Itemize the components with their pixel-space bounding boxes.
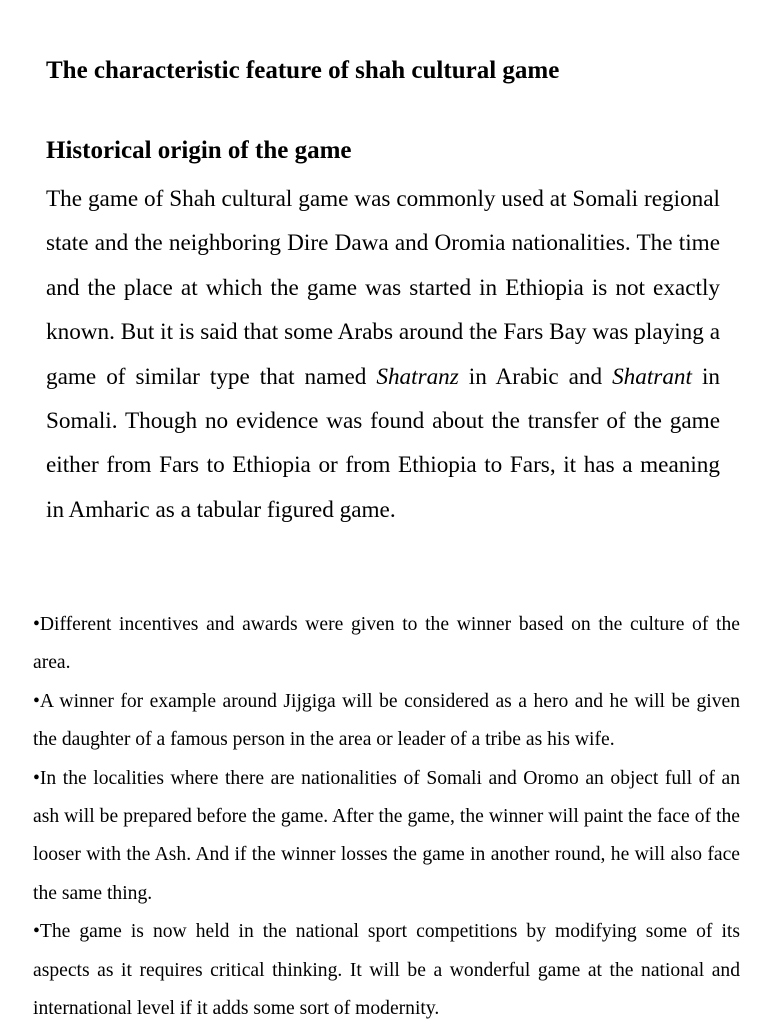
bullet-mark: •: [33, 921, 40, 943]
bullet-mark: •: [33, 767, 40, 789]
bullet-mark: •: [33, 690, 40, 712]
bullet-text: In the localities where there are nationalities of Somali and Oromo an object full of an ash will be prepared before the game. After the game, the winner will paint the face of the looser with the Ash. And if the winner losses the game in another round, he will also face the same thing.: [33, 767, 740, 904]
bullet-text: The game is now held in the national sport competitions by modifying some of its aspects as it requires critical thinking. It will be a wonderful game at the national and international level if it adds some sort of modernity.: [33, 921, 740, 1020]
bullet-list: [33, 606, 740, 1028]
bullet-item: [33, 760, 740, 914]
document-title: The characteristic feature of shah cultural game: [46, 57, 560, 84]
bullet-text: Different incentives and awards were given to the winner based on the culture of the area.: [33, 614, 740, 674]
bullet-text: A winner for example around Jijgiga will be considered as a hero and he will be given the daughter of a famous person in the area or leader of a tribe as his wife.: [33, 690, 740, 751]
paragraph-text-part-2: in Arabic and: [458, 363, 613, 390]
paragraph-text-part-3: in Somali. Though no evidence was found about the transfer of the game either from Fars to Ethiopia or from Ethiopia to Fars, it has a meaning in Amharic as a tabular figured game.: [46, 363, 720, 523]
historical-origin-paragraph: [46, 177, 720, 532]
bullet-item: [33, 606, 740, 683]
paragraph-italic-term-2: Shatrant: [612, 363, 692, 390]
paragraph-italic-term-1: Shatranz: [376, 363, 459, 390]
bullet-mark: •: [33, 614, 40, 635]
bullet-item: [33, 683, 740, 760]
bullet-item: [33, 913, 740, 1028]
section-heading: Historical origin of the game: [46, 137, 352, 164]
paragraph-text-part-1: The game of Shah cultural game was commonly used at Somali regional state and the neighboring Dire Dawa and Oromia nationalities. The time and the place at which the game was started in Ethiopia is not exactly known. But it is said that some Arabs around the Fars Bay was playing a game of similar type that named: [46, 186, 720, 390]
